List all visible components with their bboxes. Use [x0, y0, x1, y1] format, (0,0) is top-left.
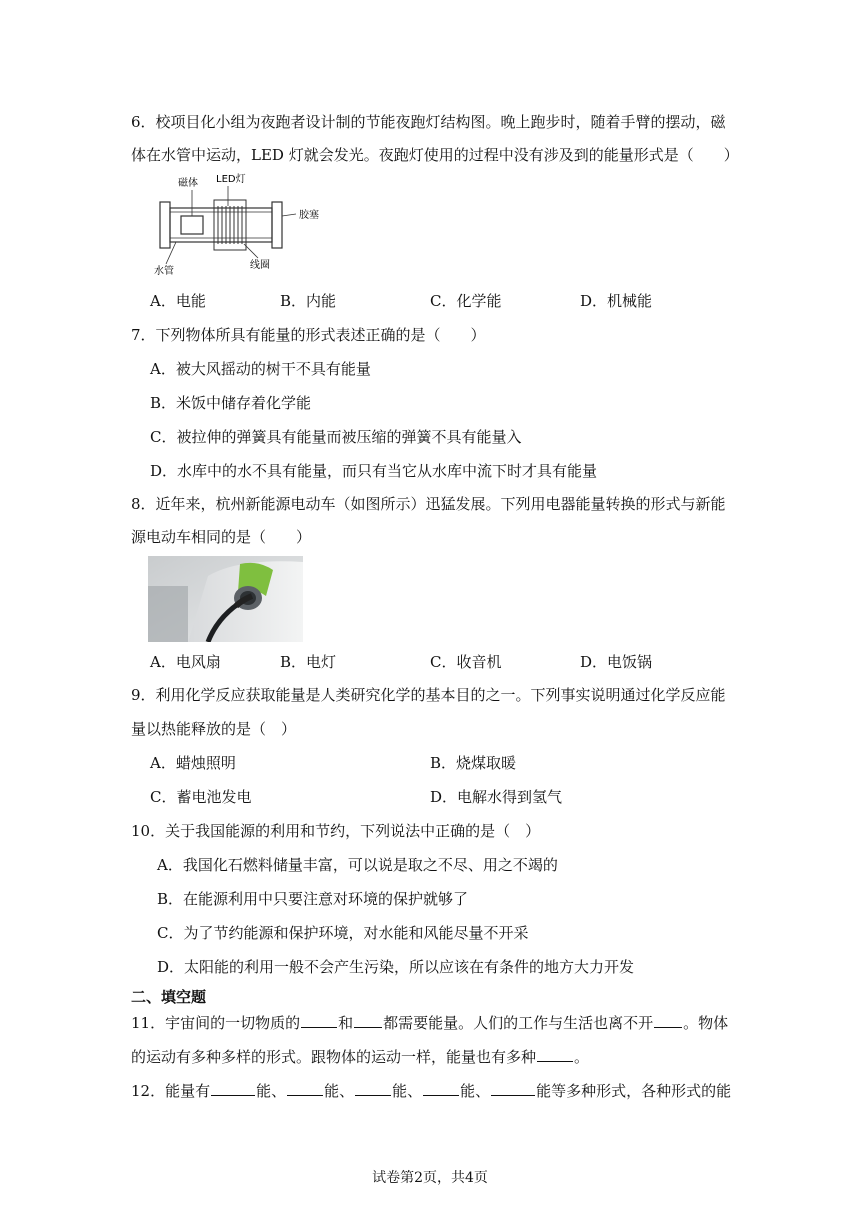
- q10-option-b: B．在能源利用中只要注意对环境的保护就够了: [157, 890, 469, 908]
- q6-option-a: A．电能: [150, 292, 206, 310]
- q11-text-6: 。: [574, 1048, 590, 1066]
- q6-stem-line2: 体在水管中运动，LED 灯就会发光。夜跑灯使用的过程中没有涉及到的能量形式是（ ）: [131, 146, 739, 164]
- ev-charging-photo: [148, 556, 303, 642]
- label-magnet: 磁体: [178, 178, 198, 189]
- q12-text-1: 12．能量有: [131, 1082, 211, 1100]
- q11-text-4: 。物体: [683, 1014, 729, 1032]
- label-led: LED灯: [216, 174, 246, 185]
- q6-option-c: C．化学能: [430, 292, 502, 310]
- q10-option-d: D．太阳能的利用一般不会产生污染，所以应该在有条件的地方大力开发: [157, 958, 635, 976]
- q11-text-5: 的运动有多种多样的形式。跟物体的运动一样，能量也有多种: [131, 1048, 537, 1066]
- q8-stem-line1: 8．近年来，杭州新能源电动车（如图所示）迅猛发展。下列用电器能量转换的形式与新能: [131, 495, 726, 513]
- q9-stem-line1: 9．利用化学反应获取能量是人类研究化学的基本目的之一。下列事实说明通过化学反应能: [131, 686, 726, 704]
- q10-option-c: C．为了节约能源和保护环境，对水能和风能尽量不开采: [157, 924, 529, 942]
- label-plug: 胶塞: [299, 210, 319, 221]
- q12-blank-2[interactable]: [287, 1081, 323, 1096]
- q7-option-b: B．米饭中储存着化学能: [150, 394, 312, 412]
- q7-option-d: D．水库中的水不具有能量，而只有当它从水库中流下时才具有能量: [150, 462, 598, 480]
- q11-blank-1[interactable]: [301, 1013, 337, 1028]
- section-title-fill-in: 二、填空题: [131, 988, 207, 1006]
- q11-text-2: 和: [338, 1014, 354, 1032]
- q7-option-a: A．被大风摇动的树干不具有能量: [150, 360, 371, 378]
- page-footer: 试卷第2页，共4页: [372, 1170, 488, 1186]
- label-coil: 线圈: [250, 260, 270, 271]
- q7-option-c: C．被拉伸的弹簧具有能量而被压缩的弹簧不具有能量入: [150, 428, 522, 446]
- q8-option-d: D．电饭锅: [580, 653, 653, 671]
- q8-option-a: A．电风扇: [150, 653, 221, 671]
- q9-stem-line2: 量以热能释放的是（ ）: [131, 720, 297, 738]
- night-lamp-diagram: [148, 170, 323, 280]
- q11-blank-3[interactable]: [654, 1013, 682, 1028]
- q8-stem-line2: 源电动车相同的是（ ）: [131, 528, 312, 546]
- q12-text-tail: 能等多种形式，各种形式的能: [536, 1082, 732, 1100]
- q8-option-c: C．收音机: [430, 653, 502, 671]
- q9-option-c: C．蓄电池发电: [150, 788, 252, 806]
- q6-option-b: B．内能: [280, 292, 337, 310]
- q11-line1: [131, 1013, 728, 1033]
- q12-blank-5[interactable]: [491, 1081, 535, 1096]
- q11-text-3: 都需要能量。人们的工作与生活也离不开: [383, 1014, 654, 1032]
- q11-line2: [131, 1047, 589, 1067]
- q6-stem-line1: 6．校项目化小组为夜跑者设计制的节能夜跑灯结构图。晚上跑步时，随着手臂的摆动，磁: [131, 113, 726, 131]
- q8-option-b: B．电灯: [280, 653, 337, 671]
- q10-stem: 10．关于我国能源的利用和节约，下列说法中正确的是（ ）: [131, 822, 541, 840]
- q12-neng-4: 能、: [460, 1082, 491, 1100]
- q12-line1: [131, 1081, 731, 1101]
- q11-blank-2[interactable]: [354, 1013, 382, 1028]
- q12-neng-3: 能、: [392, 1082, 423, 1100]
- q12-neng-1: 能、: [256, 1082, 287, 1100]
- q9-option-a: A．蜡烛照明: [150, 754, 236, 772]
- q12-blank-3[interactable]: [355, 1081, 391, 1096]
- label-pipe: 水管: [154, 266, 174, 277]
- q9-option-b: B．烧煤取暖: [430, 754, 517, 772]
- q11-blank-4[interactable]: [537, 1047, 573, 1062]
- q10-option-a: A．我国化石燃料储量丰富，可以说是取之不尽、用之不竭的: [157, 856, 558, 874]
- q9-option-d: D．电解水得到氢气: [430, 788, 563, 806]
- q12-neng-2: 能、: [324, 1082, 355, 1100]
- q12-blank-4[interactable]: [423, 1081, 459, 1096]
- q7-stem: 7．下列物体所具有能量的形式表述正确的是（ ）: [131, 326, 486, 344]
- q11-text-1: 11．宇宙间的一切物质的: [131, 1014, 301, 1032]
- q6-option-d: D．机械能: [580, 292, 653, 310]
- q12-blank-1[interactable]: [211, 1081, 255, 1096]
